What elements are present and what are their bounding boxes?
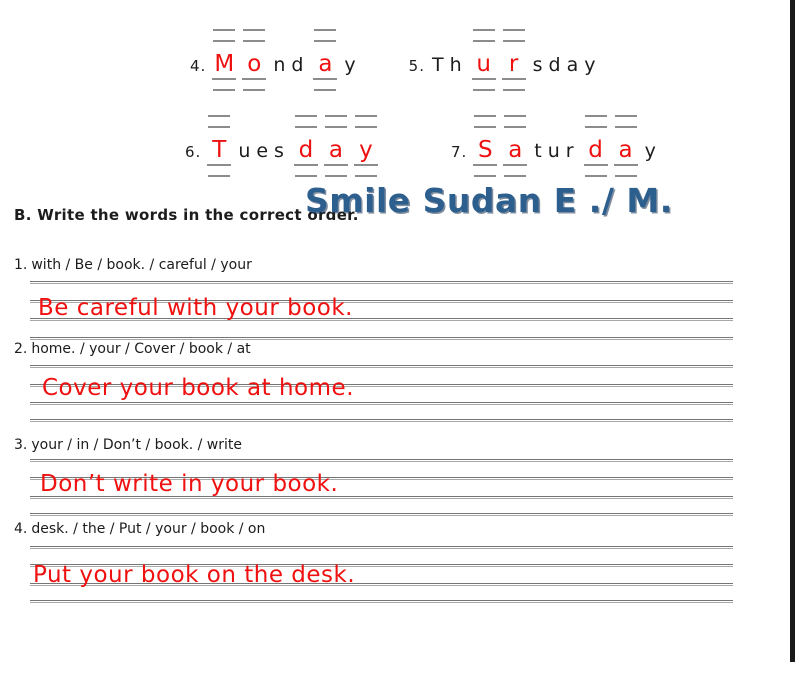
day-item	[451, 136, 663, 166]
letter-plain: sday	[532, 54, 602, 76]
letter-plain: Th	[431, 54, 468, 76]
exercise-item-number: 4.	[14, 521, 28, 537]
exercise-answer: Cover your book at home.	[42, 375, 354, 401]
exercise-answer: Be careful with your book.	[38, 295, 353, 321]
letter-blank: a	[313, 50, 337, 80]
answer-line	[30, 365, 733, 368]
letter-plain: y	[644, 140, 662, 162]
letter-blank: a	[324, 136, 348, 166]
letter-blank: u	[472, 50, 496, 80]
exercise-item-text: desk. / the / Put / your / book / on	[31, 521, 266, 537]
answer-line	[30, 402, 733, 405]
answer-line	[30, 281, 733, 284]
answer-line	[30, 419, 733, 422]
letter-blank: a	[614, 136, 638, 166]
day-row	[185, 136, 663, 166]
day-item	[185, 136, 381, 166]
day-number: 5.	[408, 57, 425, 75]
section-b-heading: B. Write the words in the correct order.	[14, 206, 359, 224]
letter-blank: S	[473, 136, 497, 166]
letter-blank: o	[242, 50, 266, 80]
day-item	[409, 50, 603, 80]
exercise-item-number: 2.	[14, 341, 28, 357]
exercise-item-number: 3.	[14, 437, 28, 453]
answer-line	[30, 337, 733, 340]
day-number: 7.	[450, 143, 468, 161]
letter-plain: y	[344, 54, 362, 76]
day-number: 6.	[185, 143, 202, 161]
exercise-item-prompt	[14, 341, 251, 357]
letter-blank: T	[207, 136, 231, 166]
answer-line	[30, 513, 733, 516]
letter-blank: d	[584, 136, 608, 166]
letter-plain: nd	[273, 54, 310, 76]
answer-line	[30, 600, 733, 603]
day-item	[190, 50, 363, 80]
exercise-answer: Put your book on the desk.	[33, 562, 356, 588]
exercise-item-prompt	[14, 521, 265, 537]
exercise-item-prompt	[14, 437, 242, 453]
letter-plain: ues	[238, 140, 290, 162]
exercise-item-text: home. / your / Cover / book / at	[31, 341, 251, 357]
exercise-answer: Don’t write in your book.	[40, 471, 339, 497]
letter-blank: y	[354, 136, 378, 166]
letter-blank: d	[294, 136, 318, 166]
exercise-item-text: with / Be / book. / careful / your	[31, 257, 252, 273]
exercise-item-text: your / in / Don’t / book. / write	[31, 437, 243, 453]
exercise-item-number: 1.	[14, 257, 28, 273]
page-right-border	[790, 0, 795, 662]
exercise-item-prompt	[14, 257, 252, 273]
day-row	[190, 50, 603, 80]
letter-blank: r	[502, 50, 526, 80]
day-number: 4.	[190, 57, 207, 75]
answer-line	[30, 546, 733, 549]
letter-blank: M	[212, 50, 236, 80]
letter-plain: tur	[534, 140, 580, 162]
letter-blank: a	[503, 136, 527, 166]
watermark-text: Smile Sudan E ./ M.	[305, 181, 673, 220]
answer-line	[30, 459, 733, 462]
